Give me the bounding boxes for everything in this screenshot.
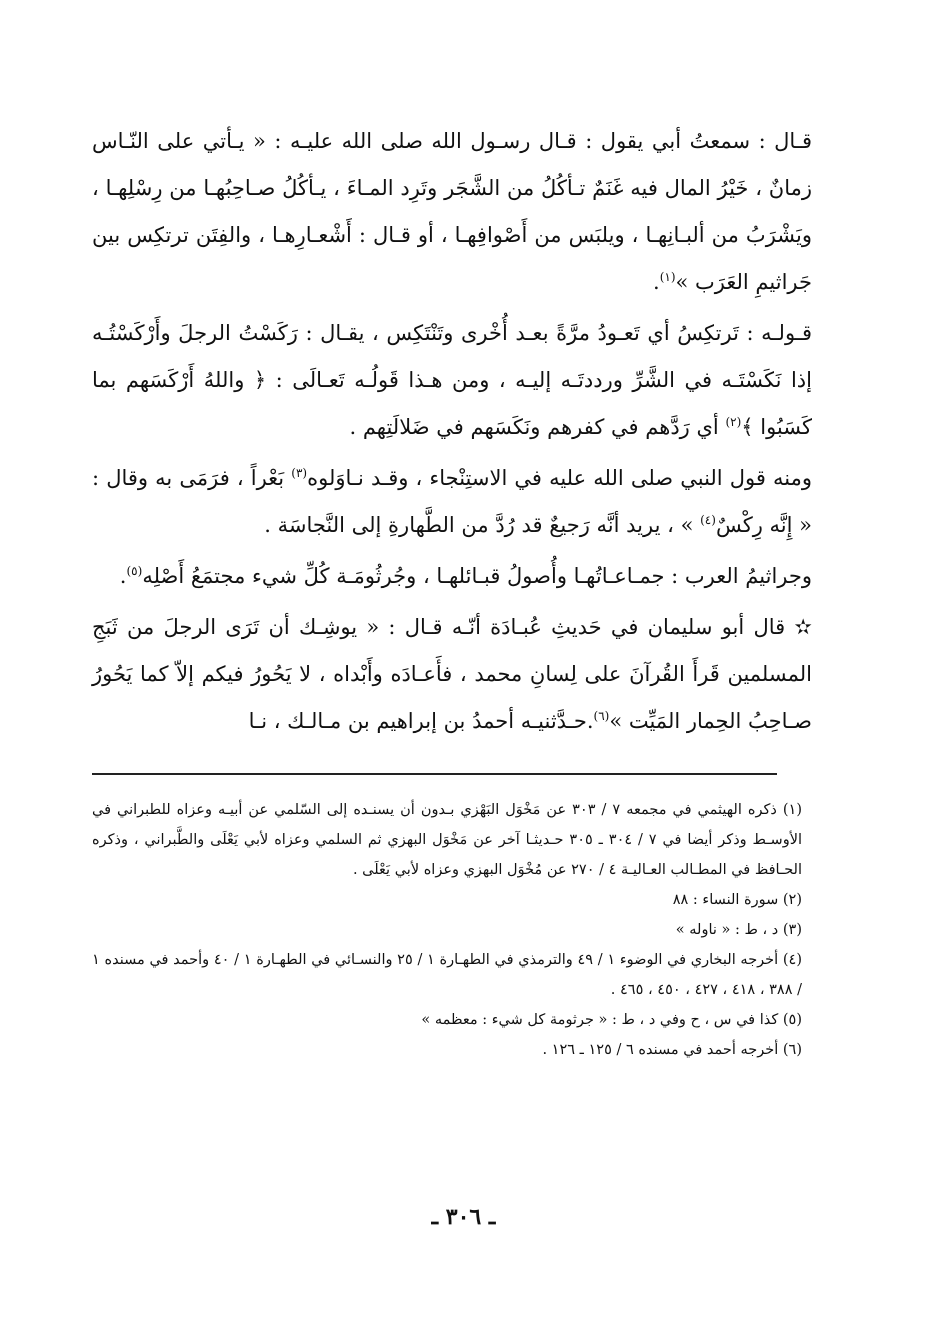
footnote-5: (٥) كذا في س ، ح وفي د ، ط : « جرثومة كل شيء : معظمه » (421, 1012, 802, 1028)
footnote-ref: (١) (659, 270, 676, 284)
paragraph-text: وجراثيمُ العرب : جمـاعـاتُهـا وأُصولُ قبـائلهـا ، وجُرثُومَـة كُلِّ شيء مجتمَعُ أَصْلِه (142, 564, 812, 588)
footnote-ref: (٣) (291, 466, 308, 480)
paragraph-text: ومنه قول النبي صلى الله عليه في الاستِنْجاء ، وقـد نـاوَلوه (307, 466, 812, 490)
footnotes (92, 795, 812, 1065)
footnote-separator (92, 773, 777, 775)
footnote-2: (٢) سورة النساء : ٨٨ (672, 892, 802, 908)
paragraph-text: ✫ قال أبو سليمان في حَديثِ عُبـادَة أنّـه قـال : « يوشِـك أن تَرَى الرجلَ من ثَبَجِ المسلمين قَرأَ القُرآنَ على لِسانِ محمد ، فأَعـادَه وأَبْداه ، لا يَحُورُ فيكم إلاّ كما يَحُورُ صـاحِبُ الحِمار المَيِّت » (92, 615, 812, 733)
paragraph-tail: . (653, 270, 660, 294)
footnote-4: (٤) أخرجه البخاري في الوضوء ١ / ٤٩ والترمذي في الطهـارة ١ / ٢٥ والنسـائي في الطهـارة ١ / ٤٠ وأحمد في مسنده ١ / ٣٨٨ ، ٤١٨ ، ٤٢٧ ، ٤٥٠ ، ٤٦٥ . (92, 952, 802, 998)
paragraph-5 (92, 604, 812, 745)
footnote-3: (٣) د ، ط : « ناوله » (675, 922, 802, 938)
footnote-6: (٦) أخرجه أحمد في مسنده ٦ / ١٢٥ ـ ١٢٦ . (542, 1042, 802, 1058)
footnote-ref: (٥) (126, 564, 143, 578)
paragraph-4 (92, 553, 812, 600)
paragraph-3 (92, 455, 812, 549)
page-number: ـ ٣٠٦ ـ (431, 1204, 496, 1230)
paragraph-1 (92, 118, 812, 306)
main-text (92, 118, 812, 749)
paragraph-tail: . (119, 564, 127, 588)
paragraph-tail: » ، يريد أنَّه رَجيعٌ قد رُدَّ من الطَّهارةِ إلى النَّجاسَة . (264, 513, 701, 537)
paragraph-text: قـال : سمعتُ أبي يقول : قـال رسـول الله صلى الله عليـه : « يـأتي على النّـاس زمانٌ ، خَيْرُ المال فيه غَنَمٌ تـأكُلُ من الشَّجَر وتَرِد المـاءَ ، يـأكُلُ صـاحِبُهـا من رِسْلِهـا ، ويَشْرَبُ من ألبـانِهـا ، ويلبَس من أَصْوافِهـا ، أو قـال : أَشْعـارِهـا ، والفِتَن ترتكِس بين جَراثيمِ العَرَب » (92, 129, 812, 294)
paragraph-2 (92, 310, 812, 451)
paragraph-text: قـولـه : تَرتكِسُ أي تَعـودُ مرَّةً بعـد أُخْرى وتَنْتَكِس ، يقـال : رَكَسْتُ الرجلَ وأَرْكَسْتُـه إذا نَكَسْتَـه في الشَّرِّ ورددتَـه إليـه ، ومن هـذا قَولُـه تَعـالَى : ﴿ واللهُ أَرْكَسَهم بما كَسَبُوا ﴾ (92, 321, 812, 439)
footnote-ref: (٢) (725, 415, 742, 429)
paragraph-tail: .حـدَّثنيـه أحمدُ بن إبراهيم بن مـالـك ، نـا (248, 709, 594, 733)
footnote-1: (١) ذكره الهيثمي في مجمعه ٧ / ٣٠٣ عن مَخْوَل البَهْزي بـدون أن يسنـده إلى السّلمي عن أبيـه وعزاه للطبراني في الأوسـط وذكر أيضا في ٧ / ٣٠٤ ـ ٣٠٥ حـديثـا آخر عن مَخْوَل البهزي ثم السلمي وعزاه لأبي يَعْلَى والطَّبراني ، وذكره الحـافظ في المطـالب العـاليـة ٤ / ٢٧٠ عن مُخْوَل البهزي وعزاه لأبي يَعْلَى . (92, 802, 802, 878)
paragraph-tail: أي رَدَّهم في كفرهم ونَكَسَهم في ضَلالَتِهم . (349, 415, 726, 439)
footnote-ref: (٦) (593, 709, 610, 723)
footnote-ref: (٤) (700, 513, 716, 527)
paragraph-tail: بَعْراً ، فرَمَى به وقال : « إِنَّه رِكْسٌ (92, 466, 812, 537)
